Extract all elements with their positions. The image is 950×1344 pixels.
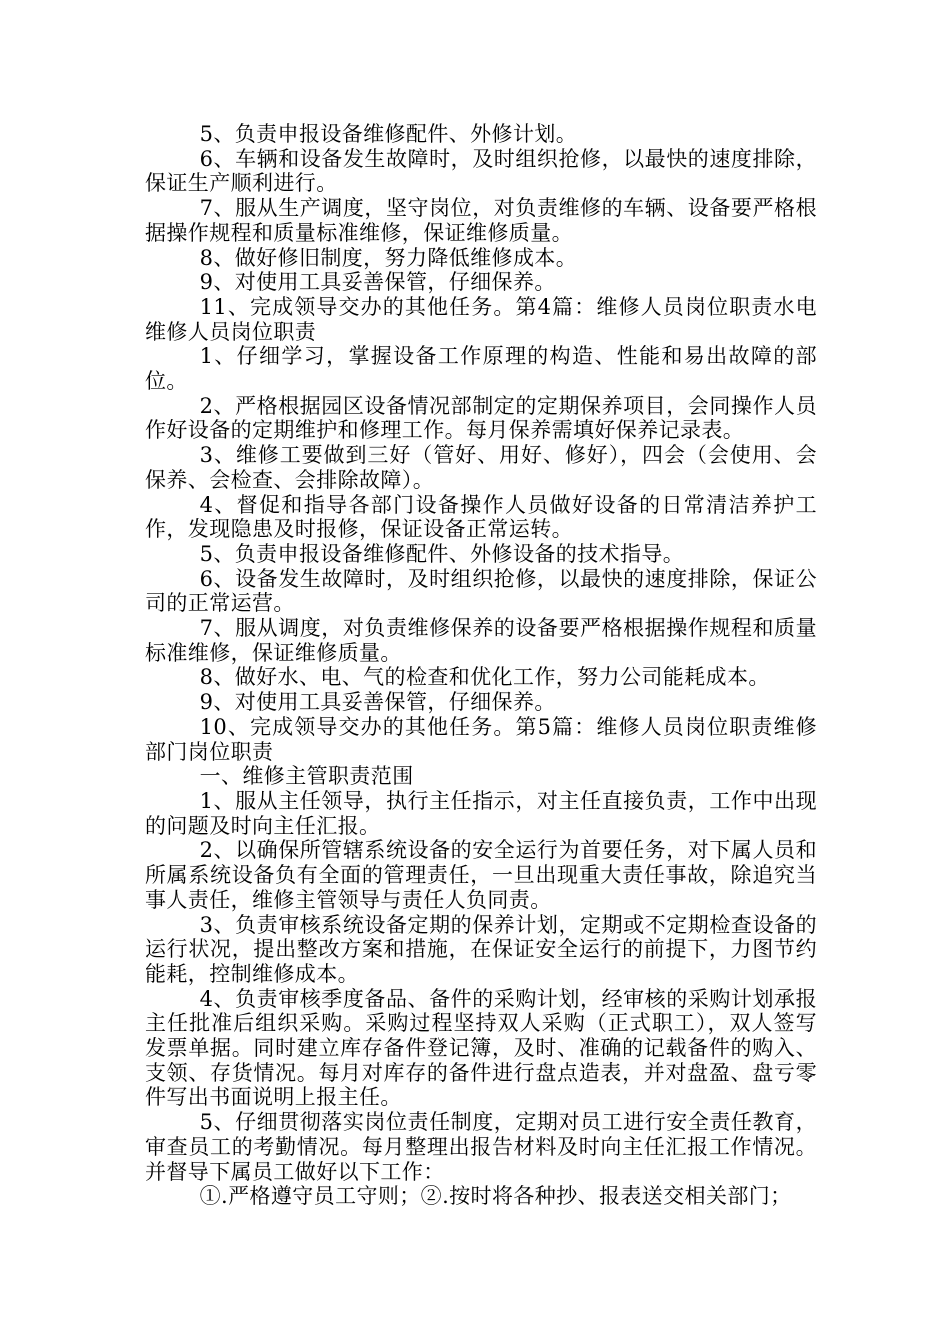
- paragraph: 8、做好修旧制度，努力降低维修成本。: [199, 245, 578, 270]
- paragraph: 3、维修工要做到三好（管好、用好、修好），四会（会使用、会保养、会检查、会排除故障）。: [145, 443, 817, 492]
- paragraph: 2、严格根据园区设备情况部制定的定期保养项目，会同操作人员作好设备的定期维护和修理工作。每月保养需填好保养记录表。: [145, 393, 817, 443]
- paragraph: 1、仔细学习，掌握设备工作原理的构造、性能和易出故障的部位。: [145, 344, 817, 394]
- paragraph: 4、负责审核季度备品、备件的采购计划，经审核的采购计划承报主任批准后组织采购。采购过程坚持双人采购（正式职工），双人签写发票单据。同时建立库存备件登记簿，及时、准确的记载备件的购入、支领、存货情况。每月对库存的备件进行盘点造表，并对盘盈、盘亏零件写出书面说明上报主任。: [145, 986, 817, 1110]
- paragraph: 7、服从生产调度，坚守岗位，对负责维修的车辆、设备要严格根据操作规程和质量标准维修，保证维修质量。: [145, 196, 817, 245]
- paragraph: 7、服从调度，对负责维修保养的设备要严格根据操作规程和质量标准维修，保证维修质量。: [145, 616, 817, 665]
- paragraph: 9、对使用工具妥善保管，仔细保养。: [199, 270, 556, 295]
- paragraph: 6、设备发生故障时，及时组织抢修，以最快的速度排除，保证公司的正常运营。: [145, 566, 817, 616]
- paragraph: 5、负责申报设备维修配件、外修计划。: [199, 122, 578, 146]
- paragraph: 9、对使用工具妥善保管，仔细保养。: [199, 690, 556, 715]
- paragraph: ①.严格遵守员工守则；②.按时将各种抄、报表送交相关部门；: [199, 1184, 792, 1209]
- paragraph: 8、做好水、电、气的检查和优化工作，努力公司能耗成本。: [199, 665, 770, 690]
- paragraph: 10、完成领导交办的其他任务。第5篇：维修人员岗位职责维修部门岗位职责: [145, 714, 817, 764]
- paragraph: 3、负责审核系统设备定期的保养计划，定期或不定期检查设备的运行状况，提出整改方案和措施，在保证安全运行的前提下，力图节约能耗，控制维修成本。: [145, 912, 817, 986]
- document-body: [145, 122, 817, 1209]
- section-heading: 一、维修主管职责范围: [199, 764, 414, 789]
- paragraph: 1、服从主任领导，执行主任指示，对主任直接负责，工作中出现的问题及时向主任汇报。: [145, 788, 817, 838]
- paragraph: 2、以确保所管辖系统设备的安全运行为首要任务，对下属人员和所属系统设备负有全面的管理责任，一旦出现重大责任事故，除追究当事人责任，维修主管领导与责任人负同责。: [145, 838, 817, 912]
- paragraph: 11、完成领导交办的其他任务。第4篇：维修人员岗位职责水电维修人员岗位职责: [145, 294, 817, 344]
- paragraph: 5、负责申报设备维修配件、外修设备的技术指导。: [199, 541, 685, 566]
- paragraph: 5、仔细贯彻落实岗位责任制度，定期对员工进行安全责任教育，审查员工的考勤情况。每月整理出报告材料及时向主任汇报工作情况。并督导下属员工做好以下工作：: [145, 1110, 817, 1184]
- paragraph: 4、督促和指导各部门设备操作人员做好设备的日常清洁养护工作，发现隐患及时报修，保证设备正常运转。: [145, 492, 817, 542]
- paragraph: 6、车辆和设备发生故障时，及时组织抢修，以最快的速度排除，保证生产顺利进行。: [145, 146, 817, 196]
